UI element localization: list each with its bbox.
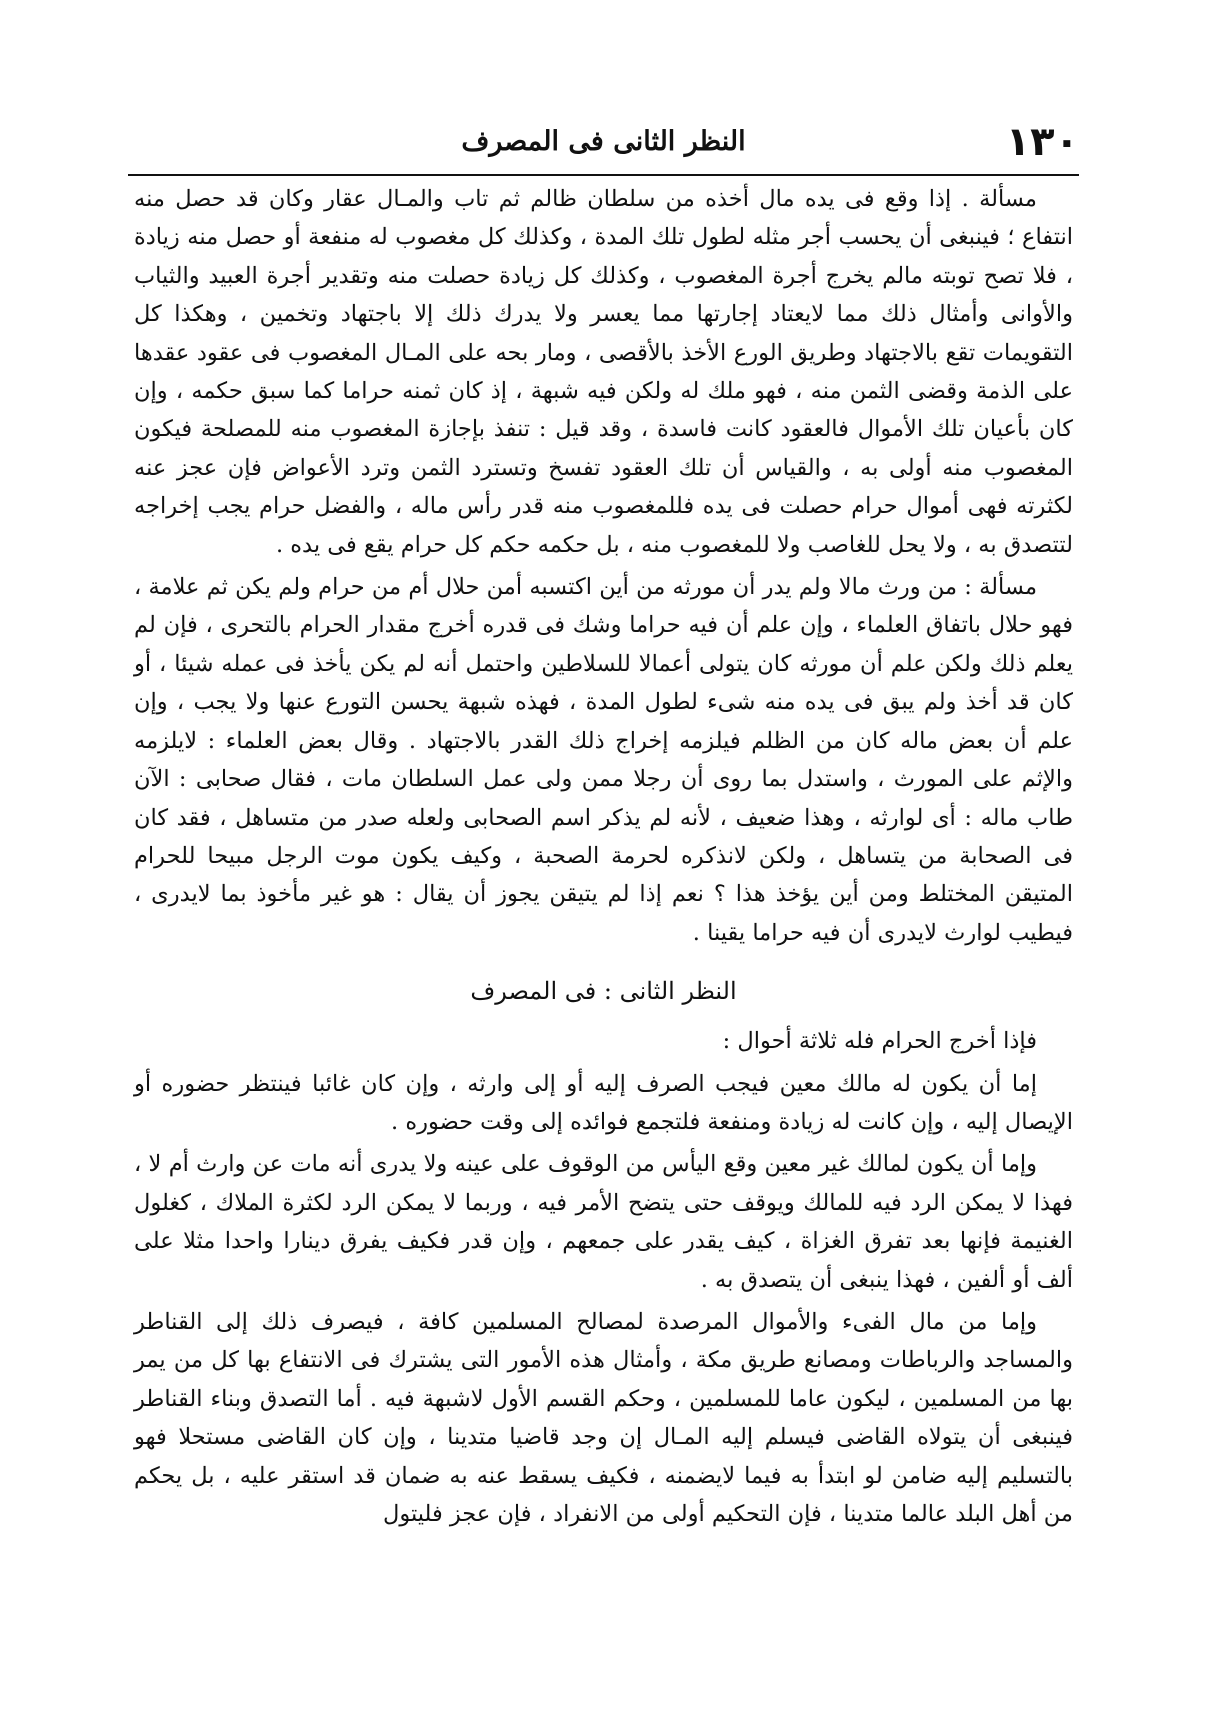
paragraph: إما أن يكون له مالك معين فيجب الصرف إليه أو إلى وارثه ، وإن كان غائبا فينتظر حضوره أو الإيصال إليه ، وإن كانت له زيادة ومنفعة فلتجمع فوائده إلى وقت حضوره .	[134, 1070, 1073, 1135]
section-heading: النظر الثانى : فى المصرف	[470, 977, 737, 1006]
main-text	[134, 180, 1073, 1533]
page-number: ١٣٠	[1005, 119, 1079, 165]
header-rule	[128, 174, 1079, 176]
paragraph: وإما أن يكون لمالك غير معين وقع اليأس من الوقوف على عينه ولا يدرى أنه مات عن وارث أم لا ، فهذا لا يمكن الرد فيه للمالك ويوقف حتى يتضح الأمر فيه ، وربما لا يمكن الرد لكثرة الملاك ، كغلول الغنيمة فإنها بعد تفرق الغزاة ، كيف يقدر على جمعهم ، وإن قدر فكيف يفرق دينارا واحدا مثلا على ألف أو ألفين ، فهذا ينبغى أن يتصدق به .	[134, 1151, 1073, 1293]
section-intro: فإذا أخرج الحرام فله ثلاثة أحوال :	[722, 1028, 1037, 1055]
paragraph: مسألة . إذا وقع فى يده مال أخذه من سلطان ظالم ثم تاب والمـال عقار وكان قد حصل منه انتفاع ؛ فينبغى أن يحسب أجر مثله لطول تلك المدة ، وكذلك كل مغصوب له منفعة أو حصل منه زيادة ، فلا تصح توبته مالم يخرج أجرة المغصوب ، وكذلك كل زيادة حصلت منه وتقدير أجرة العبيد والثياب والأوانى وأمثال ذلك مما لايعتاد إجارتها مما يعسر ولا يدرك ذلك إلا باجتهاد وتخمين ، وهكذا كل التقويمات تقع بالاجتهاد وطريق الورع الأخذ بالأقصى ، ومار بحه على المـال المغصوب فى عقود عقدها على الذمة وقضى الثمن منه ، فهو ملك له ولكن فيه شبهة ، إذ كان ثمنه حراما كما سبق حكمه ، وإن كان بأعيان تلك الأموال فالعقود كانت فاسدة ، وقد قيل : تنفذ بإجازة المغصوب منه للمصلحة فيكون المغصوب منه أولى به ، والقياس أن تلك العقود تفسخ وتسترد الثمن وترد الأعواض فإن عجز عنه لكثرته فهى أموال حرام حصلت فى يده فللمغصوب منه قدر رأس ماله ، والفضل حرام يجب إخراجه لتتصدق به ، ولا يحل للغاصب ولا للمغصوب منه ، بل حكمه حكم كل حرام يقع فى يده .	[134, 186, 1073, 558]
paragraph: مسألة : من ورث مالا ولم يدر أن مورثه من أين اكتسبه أمن حلال أم من حرام ولم يكن ثم علامة ، فهو حلال باتفاق العلماء ، وإن علم أن فيه حراما وشك فى قدره أخرج مقدار الحرام بالتحرى ، فإن لم يعلم ذلك ولكن علم أن مورثه كان يتولى أعمالا للسلاطين واحتمل أنه لم يكن يأخذ فى عمله شيئا ، أو كان قد أخذ ولم يبق فى يده منه شىء لطول المدة ، فهذه شبهة يحسن التورع عنها ولا يجب ، وإن علم أن بعض ماله كان من الظلم فيلزمه إخراج ذلك القدر بالاجتهاد . وقال بعض العلماء : لايلزمه والإثم على المورث ، واستدل بما روى أن رجلا ممن ولى عمل السلطان مات ، فقال صحابى : الآن طاب ماله : أى لوارثه ، وهذا ضعيف ، لأنه لم يذكر اسم الصحابى ولعله صدر من متساهل ، فقد كان فى الصحابة من يتساهل ، ولكن لانذكره لحرمة الصحبة ، وكيف يكون موت الرجل مبيحا للحرام المتيقن المختلط ومن أين يؤخذ هذا ؟ نعم إذا لم يتيقن يجوز أن يقال : هو غير مأخوذ بما لايدرى ، فيطيب لوارث لايدرى أن فيه حراما يقينا .	[134, 574, 1073, 946]
paragraph: وإما من مال الفىء والأموال المرصدة لمصالح المسلمين كافة ، فيصرف ذلك إلى القناطر والمساجد والرباطات ومصانع طريق مكة ، وأمثال هذه الأمور التى يشترك فى الانتفاع بها كل من يمر بها من المسلمين ، ليكون عاما للمسلمين ، وحكم القسم الأول لاشبهة فيه . أما التصدق وبناء القناطر فينبغى أن يتولاه القاضى فيسلم إليه المـال إن وجد قاضيا متدينا ، وإن كان القاضى مستحلا فهو بالتسليم إليه ضامن لو ابتدأ به فيما لايضمنه ، فكيف يسقط عنه به ضمان قد استقر عليه ، بل يحكم من أهل البلد عالما متدينا ، فإن التحكيم أولى من الانفراد ، فإن عجز فليتول	[134, 1308, 1073, 1527]
running-title: النظر الثانى فى المصرف	[461, 126, 746, 157]
page-header	[128, 120, 1079, 164]
